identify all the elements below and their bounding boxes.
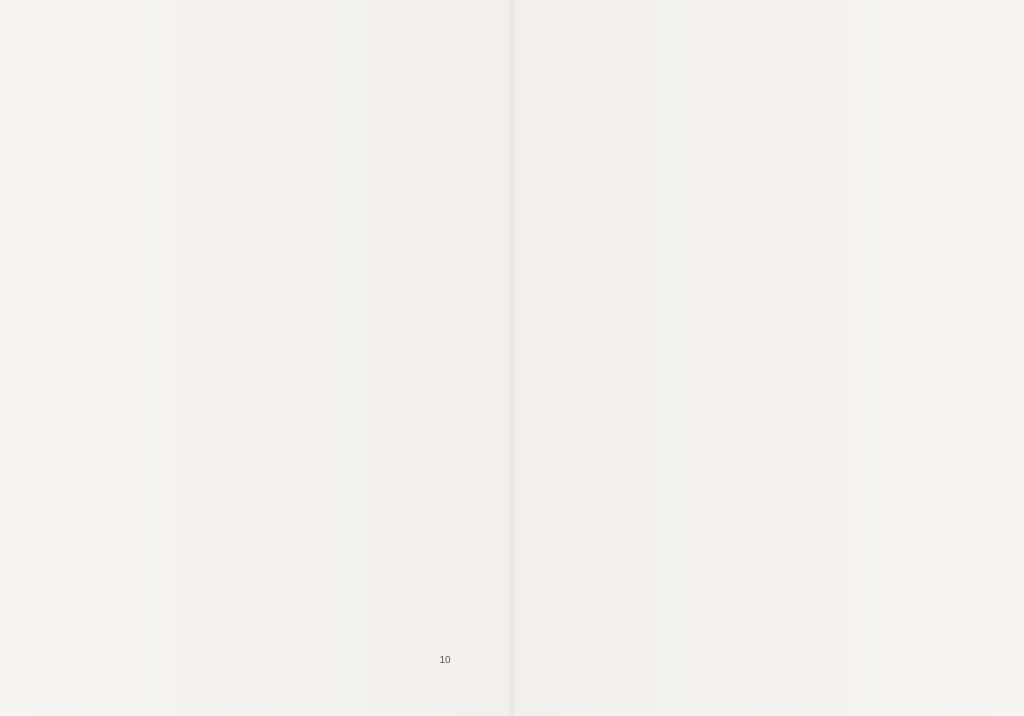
- left-paragraph-3: [58, 164, 466, 184]
- left-paragraph-1: [58, 92, 466, 112]
- page-number: 10: [439, 655, 451, 666]
- right-paragraph-3: [568, 164, 968, 184]
- right-paragraph-5: [568, 236, 968, 256]
- left-paragraph-4: [58, 200, 466, 220]
- left-paragraph-2: [58, 128, 466, 148]
- right-paragraph-4: [568, 200, 968, 220]
- right-paragraph-1: [568, 92, 968, 112]
- left-paragraph-5: [58, 236, 466, 256]
- right-page: [512, 0, 1024, 716]
- right-paragraph-2: [568, 128, 968, 148]
- left-paragraph-6: [58, 272, 466, 292]
